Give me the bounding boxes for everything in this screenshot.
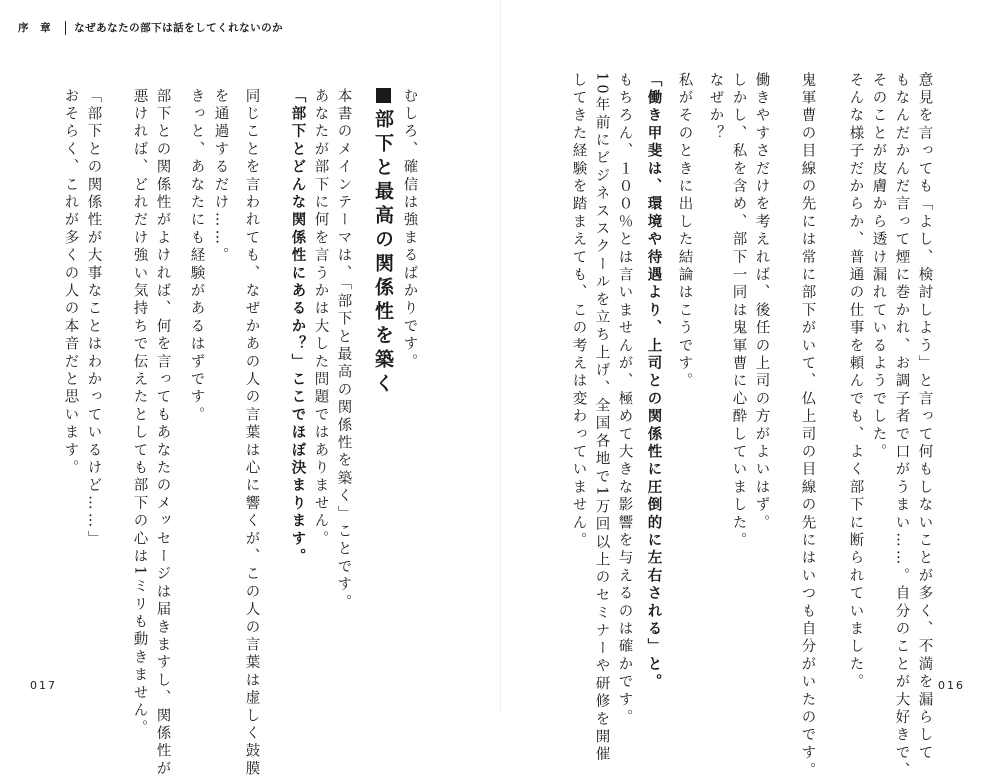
right-line-7: しかし、私を含め、部下一同は鬼軍曹に心酔していました。: [730, 72, 747, 550]
left-line-5: 同じことを言われても、なぜかあの人の言葉は心に響くが、この人の言葉は虚しく鼓膜: [243, 88, 260, 779]
right-line-6: 働きやすさだけを考えれば、後任の上司の方がよいはず。: [753, 72, 770, 533]
left-line-1: むしろ、確信は強まるばかりです。: [401, 88, 418, 372]
header-separator: [65, 21, 67, 35]
heading-square-icon: [376, 88, 391, 103]
left-line-4: 「部下とどんな関係性にあるか？」ここでほぼ決まります。: [289, 88, 306, 566]
left-line-11: おそらく、これが多くの人の本音だと思います。: [62, 88, 79, 478]
right-line-1: 意見を言っても「よし、検討しよう」と言って何もしないことが多く、不満を漏らして: [916, 72, 933, 763]
left-line-7: きっと、あなたにも経験があるはずです。: [188, 88, 205, 425]
right-line-10-emphasis: 「働き甲斐は、環境や待遇より、上司との関係性に圧倒的に左右される」と。: [645, 72, 662, 692]
section-heading: [370, 88, 397, 397]
page-gutter: [500, 0, 501, 712]
left-line-6: を通過するだけ……。: [212, 88, 229, 265]
right-line-11: もちろん、１００％とは言いませんが、極めて大きな影響を与えるのは確かです。: [616, 72, 633, 727]
right-line-4: そんな様子だからか、普通の仕事を頼んでも、よく部下に断られていました。: [847, 72, 864, 692]
header-title: なぜあなたの部下は話をしてくれないのか: [74, 22, 284, 34]
left-line-9: 悪ければ、どれだけ強い気持ちで伝えたとしても部下の心は1ミリも動きません。: [131, 88, 148, 738]
page-number-right: 016: [938, 679, 965, 692]
running-header: [18, 20, 283, 35]
left-line-10: 「部下との関係性が大事なことはわかっているけど……」: [85, 88, 102, 549]
right-line-3: そのことが皮膚から透け漏れているようでした。: [870, 72, 887, 462]
right-line-9: 私がそのときに出した結論はこうです。: [676, 72, 693, 391]
left-line-2: 本書のメインテーマは、「部下と最高の関係性を築く」ことです。: [335, 88, 352, 612]
right-line-12: 10年前にビジネススクールを立ち上げ、全国各地で1万回以上のセミナーや研修を開催: [593, 72, 610, 765]
left-line-8: 部下との関係性がよければ、何を言ってもあなたのメッセージは届きますし、関係性が: [154, 88, 171, 779]
right-line-8: なぜか？: [707, 72, 724, 143]
section-heading-text: 部下と最高の関係性を築く: [372, 109, 394, 397]
right-line-2: もなんだかんだ言って煙に巻かれ、お調子者で口がうまい……。自分のことが大好きで、: [893, 72, 910, 780]
header-chapter: 序 章: [18, 22, 55, 34]
left-line-3: あなたが部下に何を言うかは大した問題ではありません。: [312, 88, 329, 549]
right-line-5: 鬼軍曹の目線の先には常に部下がいて、仏上司の目線の先にはいつも自分がいたのです。: [799, 72, 816, 780]
right-line-13: してきた経験を踏まえても、この考えは変わっていません。: [570, 72, 587, 550]
page-number-left: 017: [30, 679, 57, 692]
